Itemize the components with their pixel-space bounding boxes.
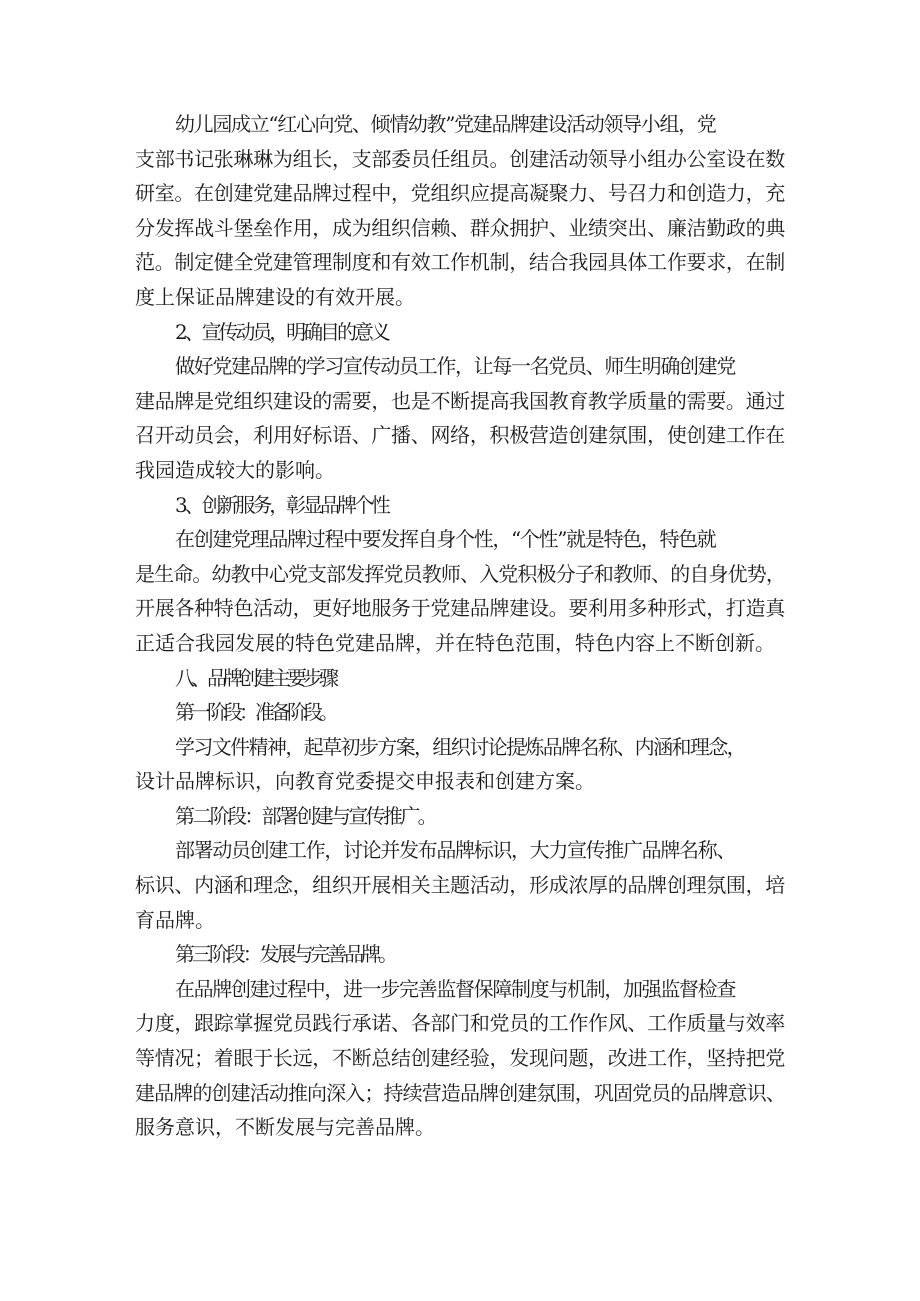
text-line: 建品牌的创建活动推向深入；持续营造品牌创建氛围，巩固党员的品牌意识、 [135,1080,785,1105]
text-line: 开展各种特色活动，更好地服务于党建品牌建设。要利用多种形式，打造真 [135,596,785,621]
text-line: 育品牌。 [135,907,215,932]
text-line: 力度，跟踪掌握党员践行承诺、各部门和党员的工作作风、工作质量与效率 [135,1011,785,1036]
paragraph [135,695,785,730]
text-line: 标识、内涵和理念，组织开展相关主题活动，形成浓厚的品牌创理氛围，培 [135,873,785,898]
paragraph [135,315,785,350]
document-body [135,107,785,1145]
paragraph [135,661,785,696]
paragraph [135,488,785,523]
text-line: 服务意识，不断发展与完善品牌。 [135,1115,435,1140]
text-line: 做好党建品牌的学习宣传动员工作，让每一名党员、师生明确创建党 [175,354,735,379]
text-line: 在创建党理品牌过程中要发挥自身个性，“个性”就是特色，特色就 [175,527,716,552]
paragraph [135,349,785,487]
text-line: 部署动员创建工作，讨论并发布品牌标识，大力宣传推广品牌名称、 [175,838,735,863]
text-line: 设计品牌标识，向教育党委提交申报表和创建方案。 [135,769,595,794]
paragraph [135,522,785,660]
paragraph [135,799,785,834]
text-line: 范。制定健全党建管理制度和有效工作机制，结合我园具体工作要求，在制 [135,250,785,275]
paragraph [135,972,785,1145]
text-line: 学习文件精神，起草初步方案，组织讨论提炼品牌名称、内涵和理念， [175,734,745,759]
text-line: 正适合我园发展的特色党建品牌，并在特色范围，特色内容上不断创新。 [135,630,775,655]
text-line: 我园造成较大的影响。 [135,457,335,482]
text-line: 度上保证品牌建设的有效开展。 [135,284,415,309]
text-line: 八、品牌创建主要步骤 [175,665,335,690]
text-line: 等情况；着眼于长远，不断总结创建经验，发现问题，改进工作，坚持把党 [135,1046,785,1071]
text-line: 幼儿园成立“红心向党、倾情幼教”党建品牌建设活动领导小组，党 [175,112,716,136]
paragraph [135,937,785,972]
text-line: 是生命。幼教中心党支部发挥党员教师、入党积极分子和教师、的自身优势， [135,561,785,586]
text-line: 分发挥战斗堡垒作用，成为组织信赖、群众拥护、业绩突出、廉洁勤政的典 [135,215,785,240]
text-line: 第一阶段：准备阶段。 [175,700,335,725]
paragraph [135,107,785,315]
text-line: 研室。在创建党建品牌过程中，党组织应提高凝聚力、号召力和创造力，充 [135,181,785,206]
paragraph [135,730,785,799]
text-line: 召开动员会，利用好标语、广播、网络，积极营造创建氛围，使创建工作在 [135,423,785,448]
text-line: 建品牌是党组织建设的需要，也是不断提高我国教育教学质量的需要。通过 [135,388,785,413]
text-line: 第二阶段：部署创建与宣传推广。 [175,803,435,828]
text-line: 在品牌创建过程中，进一步完善监督保障制度与机制，加强监督检查 [175,976,735,1001]
text-line: 第三阶段：发展与完善品牌。 [175,942,395,967]
text-line: 支部书记张琳琳为组长，支部委员任组员。创建活动领导小组办公室设在数 [135,146,785,171]
text-line: 2、宣传动员，明确目的意义 [175,319,388,344]
paragraph [135,833,785,937]
text-line: 3、创新服务，彰显品牌个性 [175,492,388,517]
